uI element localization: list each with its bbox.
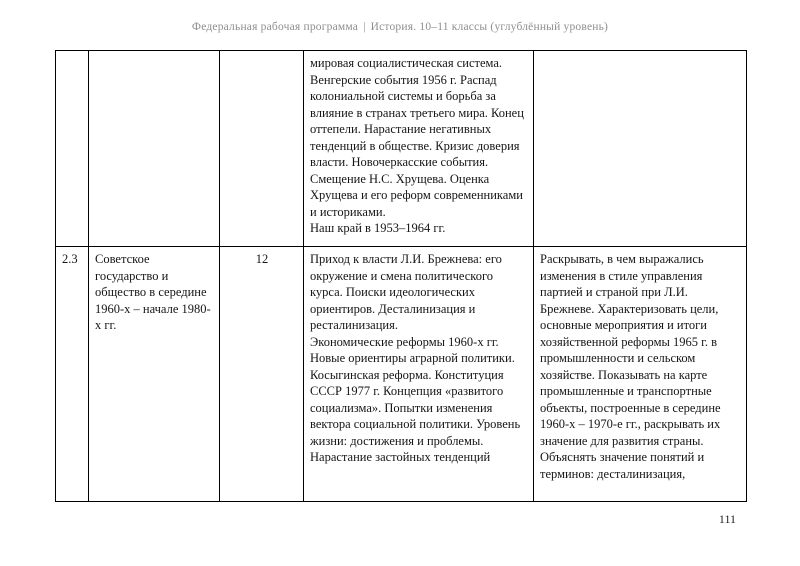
activities-cell xyxy=(534,247,747,502)
header-program-title: Федеральная рабочая программа xyxy=(191,21,359,33)
section-number-cell: 2.3 xyxy=(56,247,89,502)
header-separator: | xyxy=(363,21,366,33)
activities-cell xyxy=(534,51,747,247)
section-number-cell xyxy=(56,51,89,247)
topic-cell: Советское государство и общество в середине 1960-х – начале 1980-х гг. xyxy=(89,247,220,502)
content-paragraph: Экономические реформы 1960-х гг. Новые ориентиры аграрной политики. Косыгинская реформа. Конституция СССР 1977 г. Концепция «развитого социализма». Попытки изменения вектора социальной политики. Уровень жизни: достижения и проблемы. Нарастание застойных тенденций xyxy=(310,334,521,464)
content-cell xyxy=(304,247,534,502)
page-header xyxy=(0,21,800,33)
topic-cell xyxy=(89,51,220,247)
activities-paragraph: Раскрывать, в чем выражались изменения в стиле управления партией и страной при Л.И. Брежневе. Характеризовать цели, основные мероприятия и итоги хозяйственной реформы 1965 г. в промышленности и сельском хозяйстве. Показывать на карте промышленные и транспортные объекты, построенные в середине 1960-х – 1970-е гг., раскрывать их значение для развития страны. xyxy=(540,252,721,448)
activities-paragraph: Объяснять значение понятий и терминов: десталинизация, xyxy=(540,450,705,481)
content-paragraph: Приход к власти Л.И. Брежнева: его окружение и смена политического курса. Поиски идеологических ориентиров. Десталинизация и ресталинизация. xyxy=(310,252,502,332)
hours-cell xyxy=(220,51,304,247)
curriculum-table xyxy=(55,50,747,502)
hours-cell: 12 xyxy=(220,247,304,502)
table-row-section-2-3 xyxy=(56,247,747,502)
page-number: 111 xyxy=(718,512,736,526)
table-row-continuation xyxy=(56,51,747,247)
content-paragraph: мировая социалистическая система. Венгерские события 1956 г. Распад колониальной системы и борьба за влияние в странах третьего мира. Конец оттепели. Нарастание негативных тенденций в обществе. Кризис доверия власти. Новочеркасские события. Смещение Н.С. Хрущева. Оценка Хрущева и его реформ современниками и историками. xyxy=(310,56,524,219)
content-paragraph: Наш край в 1953–1964 гг. xyxy=(310,221,446,235)
header-subject-title: История. 10–11 классы (углублённый уровень) xyxy=(370,21,609,33)
content-cell xyxy=(304,51,534,247)
